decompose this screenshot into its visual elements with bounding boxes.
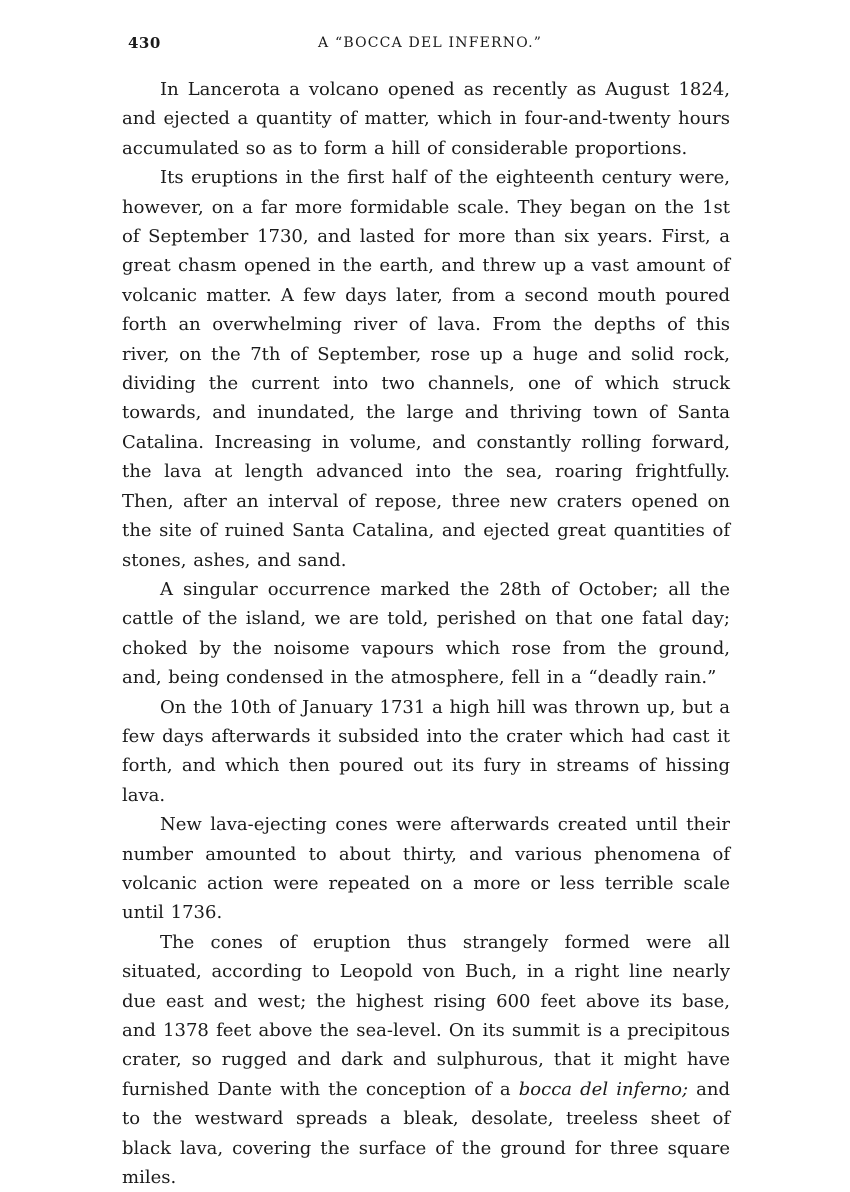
paragraph: On the 10th of January 1731 a high hill was thrown up, but a few days afterwards it subsided into the crater which had cast it forth, and which then poured out its fury in streams of hissing lava. — [122, 696, 730, 806]
page-number: 430 — [128, 34, 161, 52]
italic-phrase: bocca del inferno; — [518, 1078, 689, 1100]
paragraph: Its eruptions in the first half of the eighteenth century were, however, on a far more formidable scale. They began on the 1st of September 1730, and lasted for more than six years. First, a great chasm opened in the earth, and threw up a vast amount of volcanic matter. A few days later, from a second mouth poured forth an overwhelming river of lava. From the depths of this river, on the 7th of September, rose up a huge and solid rock, dividing the current into two channels, one of which struck towards, and inundated, the large and thriving town of Santa Catalina. Increasing in volume, and constantly rolling forward, the lava at length advanced into the sea, roaring frightfully. Then, after an interval of repose, three new craters opened on the site of ruined Santa Catalina, and ejected great quantities of stones, ashes, and sand. — [122, 167, 730, 571]
running-head — [128, 34, 728, 56]
running-title: A “BOCCA DEL INFERNO.” — [318, 35, 543, 51]
paragraph-text: The cones of eruption thus strangely formed were all situated, according to Leopold von Buch, in a right line nearly due east and west; the highest rising 600 feet above its base, and 1378 feet above the sea-level. On its summit is a precipitous crater, so rugged and dark and sulphurous, that it might have furnished Dante with the conception of a — [122, 931, 730, 1100]
paragraph: New lava-ejecting cones were afterwards created until their number amounted to about thirty, and various phenomena of volcanic action were repeated on a more or less terrible scale until 1736. — [122, 814, 730, 924]
paragraph-text: and to the westward spreads a bleak, desolate, treeless sheet of black lava, covering the surface of the ground for three square miles. — [122, 1078, 731, 1189]
paragraph-last — [122, 928, 730, 1192]
paragraph: In Lancerota a volcano opened as recently as August 1824, and ejected a quantity of matter, which in four-and-twenty hours accumulated so as to form a hill of considerable proportions. — [122, 79, 730, 159]
paragraph: A singular occurrence marked the 28th of October; all the cattle of the island, we are told, perished on that one fatal day; choked by the noisome vapours which rose from the ground, and, being condensed in the atmosphere, fell in a “deadly rain.” — [122, 578, 730, 689]
body-text — [122, 75, 730, 1192]
